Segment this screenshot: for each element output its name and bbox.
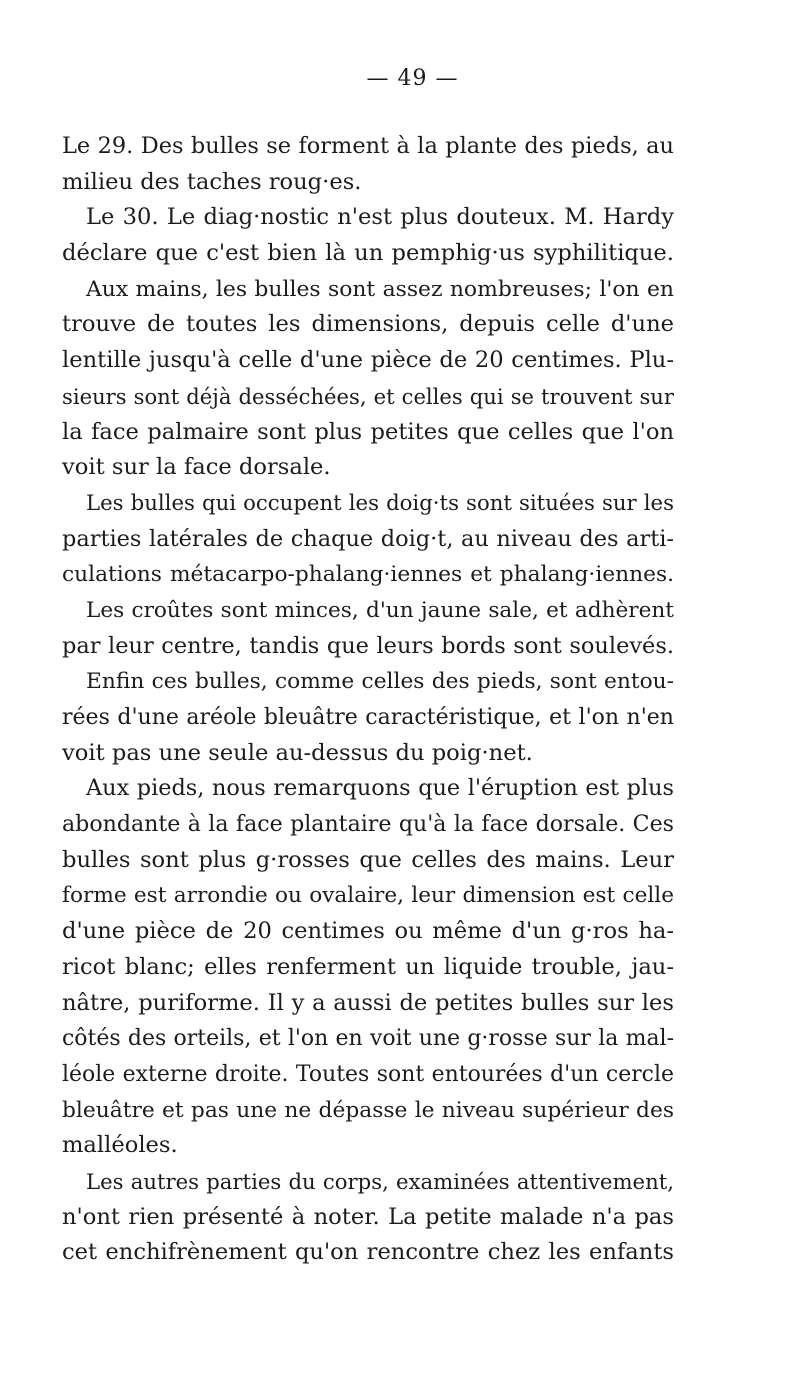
text-line: la face palmaire sont plus petites que celles que l'on <box>62 418 674 445</box>
text-line: lentille jusqu'à celle d'une pièce de 20 centimes. Plu- <box>62 347 674 374</box>
text-line: forme est arrondie ou ovalaire, leur dimension est celle <box>62 883 674 909</box>
text-line: cet enchifrènement qu'on rencontre chez les enfants <box>62 1239 674 1266</box>
text-line: par leur centre, tandis que leurs bords sont soulevés. <box>62 632 674 659</box>
text-line: trouve de toutes les dimensions, depuis celle d'une <box>62 311 674 338</box>
text-line: sieurs sont déjà desséchées, et celles qui se trouvent sur <box>62 383 674 409</box>
body-text <box>62 129 674 1271</box>
text-line: malléoles. <box>62 1132 178 1159</box>
text-line: Les croûtes sont minces, d'un jaune sale, et adhèrent <box>86 597 674 623</box>
text-line: nâtre, puriforme. Il y a aussi de petites bulles sur les <box>62 989 674 1016</box>
text-line: parties latérales de chaque doig·t, au niveau des arti- <box>62 525 674 552</box>
text-line: léole externe droite. Toutes sont entourées d'un cercle <box>62 1061 674 1087</box>
text-line: voit pas une seule au-dessus du poig·net. <box>62 739 533 766</box>
text-line: Les autres parties du corps, examinées attentivement, <box>86 1168 674 1194</box>
text-line: rées d'une aréole bleuâtre caractéristique, et l'on n'en <box>62 705 674 730</box>
text-line: bleuâtre et pas une ne dépasse le niveau supérieur des <box>62 1097 674 1123</box>
text-line: Aux mains, les bulles sont assez nombreuses; l'on en <box>86 276 674 302</box>
page-number: — 49 — <box>366 66 459 91</box>
text-line: voit sur la face dorsale. <box>62 454 331 481</box>
text-line: Enfin ces bulles, comme celles des pieds, sont entou- <box>86 669 674 695</box>
text-line: ricot blanc; elles renferment un liquide trouble, jau- <box>62 953 674 980</box>
text-line: Aux pieds, nous remarquons que l'éruption est plus <box>86 775 674 802</box>
text-line: culations métacarpo-phalang·iennes et phalang·iennes. <box>62 562 674 588</box>
text-line: n'ont rien présenté à noter. La petite malade n'a pas <box>62 1203 674 1230</box>
text-line: côtés des orteils, et l'on en voit une g·rosse sur la mal- <box>62 1026 674 1052</box>
text-line: Les bulles qui occupent les doig·ts sont situées sur les <box>86 490 674 516</box>
text-line: Le 29. Des bulles se forment à la plante des pieds, au <box>62 133 674 159</box>
text-line: abondante à la face plantaire qu'à la face dorsale. Ces <box>62 811 674 838</box>
text-line: milieu des taches roug·es. <box>62 168 362 195</box>
text-line: déclare que c'est bien là un pemphig·us syphilitique. <box>62 240 674 267</box>
text-line: d'une pièce de 20 centimes ou même d'un g·ros ha- <box>62 918 674 945</box>
text-line: Le 30. Le diag·nostic n'est plus douteux. M. Hardy <box>86 204 674 231</box>
text-line: bulles sont plus g·rosses que celles des mains. Leur <box>62 846 674 873</box>
